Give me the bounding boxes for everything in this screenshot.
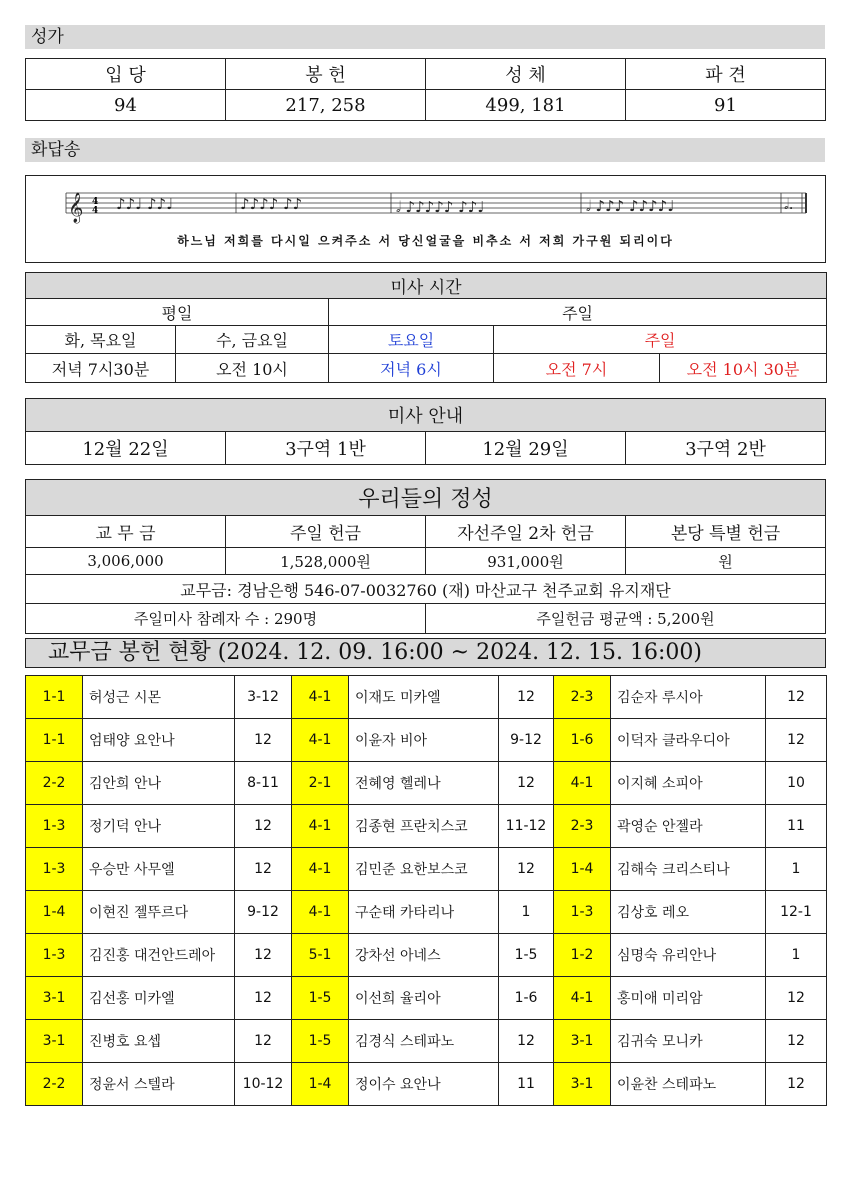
offer-zone-cell: 1-4	[292, 1063, 349, 1106]
day-sunday: 주일	[494, 326, 827, 354]
day-saturday: 토요일	[329, 326, 494, 354]
offerings-value-row	[26, 548, 826, 575]
offer-months-cell: 10-12	[235, 1063, 292, 1106]
offerings-value-charity: 931,000원	[426, 548, 626, 575]
svg-text:4: 4	[92, 206, 99, 216]
mass-times-group-row	[26, 299, 827, 326]
offer-months-cell: 12	[235, 1020, 292, 1063]
svg-text:𝅗𝅥.: 𝅗𝅥.	[784, 195, 794, 213]
offerings-account: 교무금: 경남은행 546-07-0032760 (재) 마산교구 천주교회 유지재단	[26, 575, 826, 604]
offer-zone-cell: 1-5	[292, 1020, 349, 1063]
offer-zone-cell: 3-1	[26, 977, 83, 1020]
mass-times-sunday: 주일	[329, 299, 827, 326]
offer-months-cell: 12	[766, 1063, 827, 1106]
mass-guide-group-2: 3구역 2반	[626, 432, 826, 465]
offer-name-cell: 김안희 안나	[83, 762, 235, 805]
offerings-header-charity: 자선주일 2차 헌금	[426, 516, 626, 548]
offer-name-cell: 김진홍 대건안드레아	[83, 934, 235, 977]
offer-name-cell: 심명숙 유리안나	[611, 934, 766, 977]
offer-months-cell: 12	[499, 848, 554, 891]
offer-zone-cell: 2-3	[554, 676, 611, 719]
offer-months-cell: 9-12	[235, 891, 292, 934]
offer-months-cell: 11-12	[499, 805, 554, 848]
offer-months-cell: 8-11	[235, 762, 292, 805]
offerings-value-dues: 3,006,000	[26, 548, 226, 575]
time-wed-fri: 오전 10시	[176, 354, 329, 383]
music-staff-image	[26, 176, 827, 236]
offer-months-cell: 1-5	[499, 934, 554, 977]
response-lyrics: 하느님 저희를 다시일 으켜주소 서 당신얼굴을 비추소 서 저희 가구원 되리이다	[177, 234, 674, 248]
offer-months-cell: 1	[766, 848, 827, 891]
offer-zone-cell: 4-1	[292, 848, 349, 891]
offer-zone-cell: 1-3	[26, 848, 83, 891]
offer-name-cell: 허성근 시몬	[83, 676, 235, 719]
songs-header-communion: 성 체	[426, 59, 626, 90]
offer-zone-cell: 2-1	[292, 762, 349, 805]
offer-name-cell: 정윤서 스텔라	[83, 1063, 235, 1106]
offer-zone-cell: 5-1	[292, 934, 349, 977]
offer-zone-cell: 1-1	[26, 676, 83, 719]
offer-name-cell: 홍미애 미리암	[611, 977, 766, 1020]
offer-months-cell: 1-6	[499, 977, 554, 1020]
offer-months-cell: 12	[235, 934, 292, 977]
offerings-attendance: 주일미사 참례자 수 : 290명	[26, 604, 426, 634]
offerings-header-special: 본당 특별 헌금	[626, 516, 826, 548]
offer-zone-cell: 3-1	[554, 1063, 611, 1106]
songs-table	[25, 58, 826, 121]
offer-zone-cell: 1-3	[26, 805, 83, 848]
svg-text:𝅗𝅥 ♪♪♪ ♪♪♪♪♩: 𝅗𝅥 ♪♪♪ ♪♪♪♪♩	[586, 197, 675, 215]
offer-status-title: 교무금 봉헌 현황 (2024. 12. 09. 16:00 ~ 2024. 12. 15. 16:00)	[25, 638, 826, 668]
table-row	[26, 848, 827, 891]
songs-header-offertory: 봉 헌	[226, 59, 426, 90]
offerings-table	[25, 479, 826, 634]
songs-header-dismissal: 파 견	[626, 59, 826, 90]
offer-name-cell: 정기덕 안나	[83, 805, 235, 848]
offer-months-cell: 12	[235, 805, 292, 848]
offer-zone-cell: 1-5	[292, 977, 349, 1020]
songs-value-entrance: 94	[26, 90, 226, 121]
offer-name-cell: 강차선 아네스	[349, 934, 499, 977]
offer-months-cell: 12	[235, 977, 292, 1020]
time-sunday-early: 오전 7시	[494, 354, 660, 383]
time-tue-thu: 저녁 7시30분	[26, 354, 176, 383]
offer-name-cell: 이덕자 클라우디아	[611, 719, 766, 762]
offer-name-cell: 김선홍 미카엘	[83, 977, 235, 1020]
offer-zone-cell: 1-4	[26, 891, 83, 934]
offer-zone-cell: 1-2	[554, 934, 611, 977]
offer-zone-cell: 4-1	[292, 805, 349, 848]
offer-months-cell: 12	[499, 676, 554, 719]
mass-times-table	[25, 272, 827, 383]
day-wed-fri: 수, 금요일	[176, 326, 329, 354]
songs-value-offertory: 217, 258	[226, 90, 426, 121]
offer-zone-cell: 3-1	[554, 1020, 611, 1063]
mass-guide-title-row	[26, 399, 826, 432]
table-row	[26, 676, 827, 719]
offer-months-cell: 11	[499, 1063, 554, 1106]
offerings-account-row	[26, 575, 826, 604]
table-row	[26, 805, 827, 848]
offer-name-cell: 김경식 스테파노	[349, 1020, 499, 1063]
offer-months-cell: 12	[766, 719, 827, 762]
offer-zone-cell: 2-2	[26, 762, 83, 805]
offer-name-cell: 이윤자 비아	[349, 719, 499, 762]
offer-name-cell: 곽영순 안젤라	[611, 805, 766, 848]
offer-name-cell: 진병호 요셉	[83, 1020, 235, 1063]
songs-value-row	[26, 90, 826, 121]
offer-name-cell: 전혜영 헬레나	[349, 762, 499, 805]
offer-name-cell: 김종현 프란치스코	[349, 805, 499, 848]
offer-zone-cell: 4-1	[292, 676, 349, 719]
table-row	[26, 719, 827, 762]
offer-months-cell: 12	[766, 676, 827, 719]
offer-zone-cell: 4-1	[554, 762, 611, 805]
offer-zone-cell: 1-1	[26, 719, 83, 762]
songs-header-row	[26, 59, 826, 90]
offerings-summary-row	[26, 604, 826, 634]
offer-name-cell: 이재도 미카엘	[349, 676, 499, 719]
time-saturday: 저녁 6시	[329, 354, 494, 383]
offer-zone-cell: 1-3	[26, 934, 83, 977]
offerings-header-row	[26, 516, 826, 548]
mass-guide-date-1: 12월 22일	[26, 432, 226, 465]
table-row	[26, 1020, 827, 1063]
offer-zone-cell: 4-1	[292, 891, 349, 934]
songs-value-dismissal: 91	[626, 90, 826, 121]
offer-name-cell: 김상호 레오	[611, 891, 766, 934]
table-row	[26, 934, 827, 977]
offer-zone-cell: 3-1	[26, 1020, 83, 1063]
offer-name-cell: 엄태양 요안나	[83, 719, 235, 762]
offer-months-cell: 12	[235, 848, 292, 891]
offer-months-cell: 1	[499, 891, 554, 934]
mass-guide-date-2: 12월 29일	[426, 432, 626, 465]
offer-months-cell: 10	[766, 762, 827, 805]
offerings-average: 주일헌금 평균액 : 5,200원	[426, 604, 826, 634]
table-row	[26, 977, 827, 1020]
mass-times-hours-row	[26, 354, 827, 383]
offer-zone-cell: 1-3	[554, 891, 611, 934]
offer-months-cell: 12	[499, 762, 554, 805]
mass-times-title: 미사 시간	[26, 273, 827, 299]
section-response-header: 화답송	[25, 138, 825, 162]
day-tue-thu: 화, 목요일	[26, 326, 176, 354]
offer-name-cell: 김귀숙 모니카	[611, 1020, 766, 1063]
offer-name-cell: 김해숙 크리스티나	[611, 848, 766, 891]
offer-months-cell: 9-12	[499, 719, 554, 762]
svg-text:♪♪♪♪ ♪♪: ♪♪♪♪ ♪♪	[240, 195, 303, 213]
offer-months-cell: 1	[766, 934, 827, 977]
offer-months-cell: 3-12	[235, 676, 292, 719]
svg-text:𝄞: 𝄞	[68, 193, 84, 223]
offer-months-cell: 11	[766, 805, 827, 848]
offer-months-cell: 12	[235, 719, 292, 762]
offer-status-table	[25, 675, 827, 1106]
offerings-value-special: 원	[626, 548, 826, 575]
table-row	[26, 762, 827, 805]
offerings-value-sunday: 1,528,000원	[226, 548, 426, 575]
offer-name-cell: 김민준 요한보스코	[349, 848, 499, 891]
section-songs-header: 성가	[25, 25, 825, 49]
songs-value-communion: 499, 181	[426, 90, 626, 121]
mass-times-weekday: 평일	[26, 299, 329, 326]
mass-guide-table	[25, 398, 826, 465]
offer-name-cell: 이선희 율리아	[349, 977, 499, 1020]
offerings-header-dues: 교 무 금	[26, 516, 226, 548]
offerings-header-sunday: 주일 헌금	[226, 516, 426, 548]
svg-text:𝅗𝅥 ♪♪♪♪♪ ♪♪♩: 𝅗𝅥 ♪♪♪♪♪ ♪♪♩	[396, 198, 485, 216]
response-score	[25, 175, 826, 263]
mass-guide-group-1: 3구역 1반	[226, 432, 426, 465]
offer-name-cell: 이윤찬 스테파노	[611, 1063, 766, 1106]
mass-times-days-row	[26, 326, 827, 354]
offer-zone-cell: 2-2	[26, 1063, 83, 1106]
offer-zone-cell: 4-1	[292, 719, 349, 762]
offer-zone-cell: 1-6	[554, 719, 611, 762]
offer-name-cell: 이현진 젤뚜르다	[83, 891, 235, 934]
svg-text:♪♪♩ ♪♪♩: ♪♪♩ ♪♪♩	[116, 195, 174, 213]
mass-times-title-row	[26, 273, 827, 299]
offer-name-cell: 김순자 루시아	[611, 676, 766, 719]
svg-text:4: 4	[92, 197, 99, 207]
offer-months-cell: 12	[766, 977, 827, 1020]
offer-name-cell: 정이수 요안나	[349, 1063, 499, 1106]
offer-name-cell: 구순태 카타리나	[349, 891, 499, 934]
offer-name-cell: 이지혜 소피아	[611, 762, 766, 805]
songs-header-entrance: 입 당	[26, 59, 226, 90]
table-row	[26, 1063, 827, 1106]
offer-months-cell: 12-1	[766, 891, 827, 934]
offer-zone-cell: 4-1	[554, 977, 611, 1020]
mass-guide-row	[26, 432, 826, 465]
offer-name-cell: 우승만 사무엘	[83, 848, 235, 891]
offer-zone-cell: 1-4	[554, 848, 611, 891]
offer-months-cell: 12	[499, 1020, 554, 1063]
time-sunday-late: 오전 10시 30분	[660, 354, 827, 383]
offerings-title-row	[26, 480, 826, 516]
offer-months-cell: 12	[766, 1020, 827, 1063]
mass-guide-title: 미사 안내	[26, 399, 826, 432]
offer-zone-cell: 2-3	[554, 805, 611, 848]
offerings-title: 우리들의 정성	[26, 480, 826, 516]
table-row	[26, 891, 827, 934]
